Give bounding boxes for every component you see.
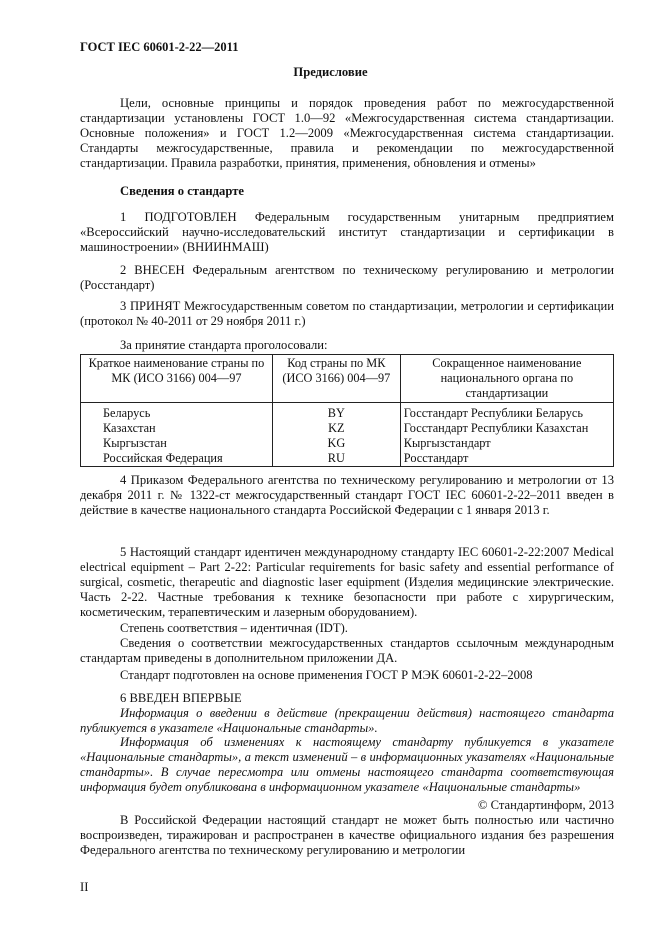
table-header-body: Сокращенное наименование национального органа по стандартизации [400,355,613,403]
country-name: Кыргызстан [81,436,273,451]
standards-body: Госстандарт Республики Беларусь [400,403,613,422]
country-code: RU [272,451,400,467]
standards-body: Госстандарт Республики Казахстан [400,421,613,436]
section-heading: Сведения о стандарте [120,184,244,198]
table-row [81,403,614,422]
table-row [81,436,614,451]
country-name: Казахстан [81,421,273,436]
references-paragraph: Сведения о соответствии межгосударственных стандартов ссылочным международным стандартам приведены в дополнительном приложении ДА. [80,636,614,665]
basis-line: Стандарт подготовлен на основе применения ГОСТ Р МЭК 60601-2-22–2008 [120,668,533,682]
item-1-paragraph: 1 ПОДГОТОВЛЕН Федеральным государственным унитарным предприятием «Всероссийский научно-исследовательский институт стандартизации и сертификации в машиностроении» (ВНИИНМАШ) [80,210,614,254]
item-6-line: 6 ВВЕДЕН ВПЕРВЫЕ [120,691,242,705]
countries-table [80,354,614,467]
page-number: II [80,880,89,894]
table-header-country: Краткое наименование страны по МК (ИСО 3166) 004—97 [81,355,273,403]
table-row [81,421,614,436]
country-name: Российская Федерация [81,451,273,467]
reproduction-notice: В Российской Федерации настоящий стандарт не может быть полностью или частично воспроизведен, тиражирован и распространен в качестве официального издания без разрешения Федерального агентства по техническому регулированию и метрологии [80,813,614,857]
item-2-paragraph: 2 ВНЕСЕН Федеральным агентством по техническому регулированию и метрологии (Росстандарт) [80,263,614,292]
copyright-line: © Стандартинформ, 2013 [477,798,614,812]
standards-body: Кыргызстандарт [400,436,613,451]
document-header: ГОСТ IEC 60601-2-22—2011 [80,40,239,54]
info-publication-paragraph: Информация о введении в действие (прекращении действия) настоящего стандарта публикуется в указателе «Национальные стандарты». [80,706,614,735]
item-5-paragraph: 5 Настоящий стандарт идентичен международному стандарту IEC 60601-2-22:2007 Medical electrical equipment – Part 2-22: Particular requirements for basic safety and essential performance of surgical, cosmetic, therapeutic and diagnostic laser equipment (Изделия медицинские электрические. Часть 2-22. Частные требования к технике безопасности при работе с хирургическим, косметическим, терапевтическим и лазерным оборудованием). [80,545,614,619]
country-code: BY [272,403,400,422]
degree-line: Степень соответствия – идентичная (IDT). [120,621,348,635]
item-3-paragraph: 3 ПРИНЯТ Межгосударственным советом по стандартизации, метрологии и сертификации (протокол № 40-2011 от 29 ноября 2011 г.) [80,299,614,328]
country-name: Беларусь [81,403,273,422]
country-code: KZ [272,421,400,436]
vote-label: За принятие стандарта проголосовали: [120,338,328,352]
table-row [81,451,614,467]
table-header-code: Код страны по МК (ИСО 3166) 004—97 [272,355,400,403]
page-title: Предисловие [293,65,368,79]
item-4-paragraph: 4 Приказом Федерального агентства по техническому регулированию и метрологии от 13 декабря 2011 г. № 1322-ст межгосударственный стандарт ГОСТ IEC 60601-2-22–2011 введен в действие в качестве национального стандарта Российской Федерации с 1 января 2013 г. [80,473,614,517]
table-header-row [81,355,614,403]
country-code: KG [272,436,400,451]
info-changes-paragraph: Информация об изменениях к настоящему стандарту публикуется в указателе «Национальные стандарты», а текст изменений – в информационных указателях «Национальные стандарты». В случае пересмотра или отмены настоящего стандарта соответствующая информация будет опубликована в информационном указателе «Национальные стандарты» [80,735,614,794]
standards-body: Росстандарт [400,451,613,467]
intro-paragraph: Цели, основные принципы и порядок проведения работ по межгосударственной стандартизации установлены ГОСТ 1.0—92 «Межгосударственная система стандартизации. Основные положения» и ГОСТ 1.2—2009 «Межгосударственная система стандартизации. Стандарты межгосударственные, правила и рекомендации по межгосударственной стандартизации. Правила разработки, принятия, применения, обновления и отмены» [80,96,614,170]
